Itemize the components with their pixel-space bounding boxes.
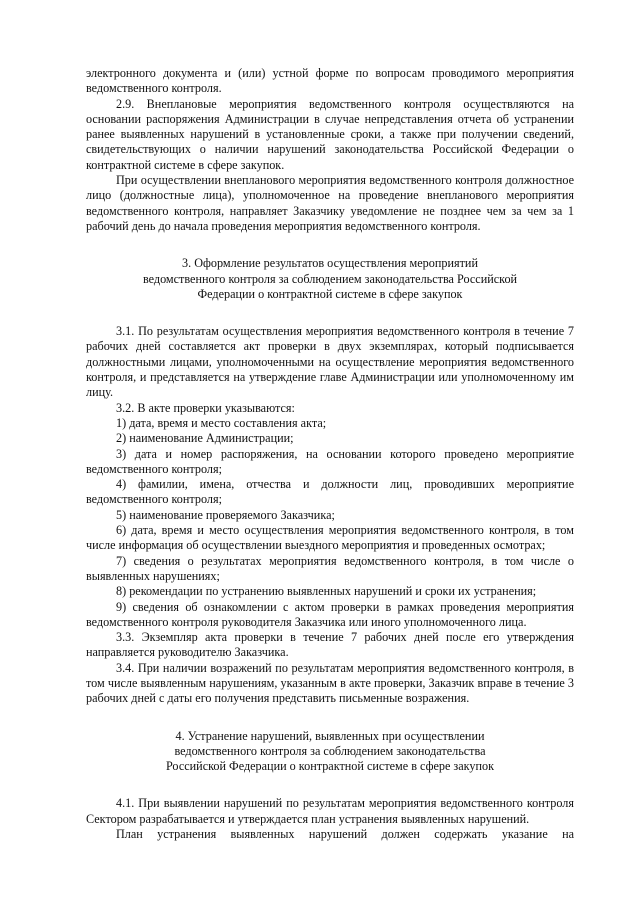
paragraph-3-2: 3.2. В акте проверки указываются: [116, 400, 295, 415]
section-4-heading-line: Российской Федерации о контрактной системе в сфере закупок [165, 759, 495, 774]
paragraph-unscheduled-notice: При осуществлении внепланового мероприятия ведомственного контроля должностное лицо (должностные лица), уполномоченное на проведение внепланового мероприятия ведомственного контроля, направляет Заказчику уведомление не позднее чем за чем за 1 рабочий день до начала проведения мероприятия ведомственного контроля. [86, 173, 574, 233]
list-item-3-2-9: 9) сведения об ознакомлении с актом проверки в рамках проведения мероприятия ведомственного контроля руководителя Заказчика или иного уполномоченного лица. [86, 599, 574, 629]
list-item-3-2-2: 2) наименование Администрации; [116, 431, 294, 446]
paragraph-remediation-plan: План устранения выявленных нарушений должен содержать указание на [116, 827, 574, 842]
paragraph-4-1: 4.1. При выявлении нарушений по результатам мероприятия ведомственного контроля Сектором разрабатывается и утверждается план устранения выявленных нарушений. [86, 796, 574, 826]
list-item-3-2-3: 3) дата и номер распоряжения, на основании которого проведено мероприятие ведомственного контроля; [86, 446, 574, 476]
list-item-3-2-6: 6) дата, время и место осуществления мероприятия ведомственного контроля, в том числе информация об осуществлении выездного мероприятия и проведенных осмотрах; [86, 523, 574, 553]
section-4-heading-line: ведомственного контроля за соблюдением законодательства [174, 743, 486, 758]
paragraph-continuation: электронного документа и (или) устной форме по вопросам проводимого мероприятия ведомственного контроля. [86, 66, 574, 96]
list-item-3-2-4: 4) фамилии, имена, отчества и должности лиц, проводивших мероприятие ведомственного контроля; [86, 477, 574, 507]
list-item-3-2-8: 8) рекомендации по устранению выявленных нарушений и сроки их устранения; [116, 584, 537, 599]
section-4-heading-line: 4. Устранение нарушений, выявленных при осуществлении [175, 728, 485, 743]
section-3-heading [86, 256, 574, 302]
list-item-3-2-1: 1) дата, время и место составления акта; [116, 415, 327, 430]
list-item-3-2-7: 7) сведения о результатах мероприятия ведомственного контроля, в том числе о выявленных нарушениях; [86, 553, 574, 583]
section-3-heading-line: 3. Оформление результатов осуществления мероприятий [182, 256, 478, 271]
paragraph-2-9: 2.9. Внеплановые мероприятия ведомственного контроля осуществляются на основании распоряжения Администрации в случае непредставления отчета об устранении ранее выявленных нарушений в установленные сроки, а также при получении сведений, свидетельствующих о наличии нарушений законодательства Российской Федерации о контрактной системе в сфере закупок. [86, 96, 574, 172]
paragraph-3-4: 3.4. При наличии возражений по результатам мероприятия ведомственного контроля, в том числе выявленным нарушениям, указанным в акте проверки, Заказчик вправе в течение 3 рабочих дней с даты его получения представить письменные возражения. [86, 660, 574, 706]
section-3-heading-line: ведомственного контроля за соблюдением законодательства Российской [142, 271, 518, 286]
paragraph-3-3: 3.3. Экземпляр акта проверки в течение 7 рабочих дней после его утверждения направляется руководителю Заказчика. [86, 630, 574, 660]
section-3-heading-line: Федерации о контрактной системе в сфере закупок [197, 286, 463, 301]
paragraph-3-1: 3.1. По результатам осуществления мероприятия ведомственного контроля в течение 7 рабочих дней составляется акт проверки в двух экземплярах, который подписывается должностными лицами, уполномоченными на осуществление мероприятия ведомственного контроля, и представляется на утверждение главе Администрации или уполномоченному им лицу. [86, 324, 574, 400]
list-item-3-2-5: 5) наименование проверяемого Заказчика; [116, 507, 335, 522]
section-4-heading [86, 729, 574, 775]
document-body [86, 66, 574, 842]
